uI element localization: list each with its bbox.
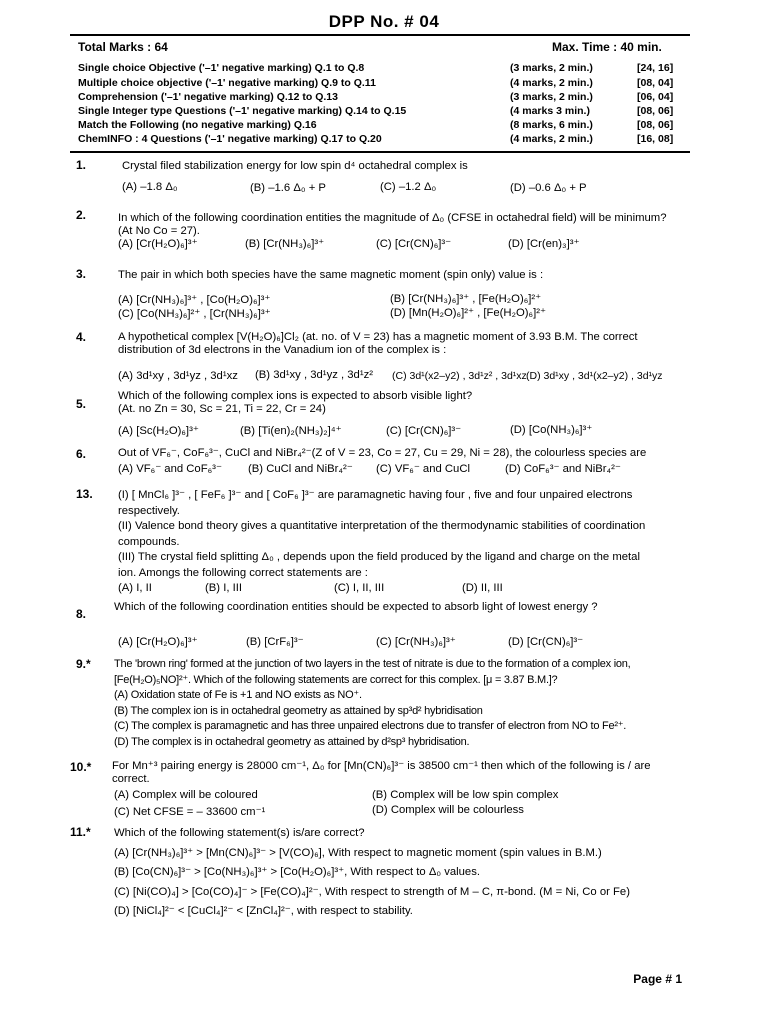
- option-a: (A) –1.8 Δ₀: [122, 181, 178, 193]
- option-c: (C) Net CFSE = – 33600 cm⁻¹: [114, 806, 266, 818]
- option-a: (A) VF₆⁻ and CoF₆³⁻: [118, 463, 222, 475]
- option-a: (A) [Cr(H₂O)₆]³⁺: [118, 636, 198, 648]
- option-c: (C) 3d¹(x2–y2) , 3d¹z² , 3d¹xz: [392, 370, 527, 382]
- option-d: (D) II, III: [462, 582, 503, 594]
- scheme-label: Match the Following (no negative marking) Q.16: [78, 119, 317, 131]
- option-c: (C) [Cr(NH₃)₆]³⁺: [376, 636, 456, 648]
- question-number: 1.: [76, 158, 87, 172]
- question-number: 6.: [76, 447, 87, 461]
- question-text: Which of the following complex ions is expected to absorb visible light? (At. no Zn = 30, Sc = 21, Ti = 22, Cr = 24): [118, 390, 473, 415]
- scheme-range: [08, 04]: [637, 77, 674, 89]
- option-a: (A) 3d¹xy , 3d¹yz , 3d¹xz: [118, 370, 238, 382]
- question-number: 10.*: [70, 760, 92, 774]
- question-text: (I) [ MnCl₆ ]³⁻ , [ FeF₆ ]³⁻ and [ CoF₆ ]³⁻ are paramagnetic having four , five and four unpaired electrons respectively. (II) Valence bond theory gives a quantitative interpretation of the thermodynamic stabilities of coordination compounds. (III) The crystal field splitting Δ₀ , depends upon the field produced by the ligand and charge on the metal ion. Amongs the following correct statements are :: [118, 489, 646, 579]
- question-text: The 'brown ring' formed at the junction of two layers in the test of nitrate is due to the formation of a complex ion, [Fe(H₂O)₅NO]²⁺. Which of the following statements are correct for this complex. [μ = 3.87 B.M.]? (A) Oxidation state of Fe is +1 and NO exists as NO⁺. (B) The complex ion is in octahedral geometry as attained by sp³d² hybridisation (C) The complex is paramagnetic and has three unpaired electrons due to transfer of electron from NO to Fe²⁺. (D) The complex is in octahedral geometry as attained by d²sp³ hybridisation.: [114, 658, 631, 748]
- option-d: (D) [Mn(H₂O)₆]²⁺ , [Fe(H₂O)₆]²⁺: [390, 307, 546, 319]
- option-b: (B) [CrF₆]³⁻: [246, 636, 304, 648]
- question-text: Crystal filed stabilization energy for low spin d⁴ octahedral complex is: [122, 160, 468, 172]
- option-b: (B) [Ti(en)₂(NH₃)₂]⁴⁺: [240, 425, 342, 437]
- question-number: 8.: [76, 607, 87, 621]
- question-number: 5.: [76, 397, 87, 411]
- question-number: 3.: [76, 267, 87, 281]
- scheme-label: ChemINFO : 4 Questions ('–1' negative marking) Q.17 to Q.20: [78, 133, 382, 145]
- scheme-range: [24, 16]: [637, 62, 674, 74]
- option-a: (A) I, II: [118, 582, 152, 594]
- scheme-marks: (3 marks, 2 min.): [510, 62, 593, 74]
- question-text: Which of the following statement(s) is/are correct? (A) [Cr(NH₃)₆]³⁺ > [Mn(CN)₆]³⁻ > [V(CO)₆], With respect to magnetic moment (spin values in B.M.) (B) [Co(CN)₆]³⁻ > [Co(NH₃)₆]³⁺ > [Co(H₂O)₆]³⁺, With respect to Δ₀ values. (C) [Ni(CO)₄] > [Co(CO)₄]⁻ > [Fe(CO)₄]²⁻, With respect to strength of M – C, π-bond. (M = Ni, Co or Fe) (D) [NiCl₄]²⁻ < [CuCl₄]²⁻ < [ZnCl₄]²⁻, with respect to stability.: [114, 827, 630, 917]
- option-c: (C) I, II, III: [334, 582, 385, 594]
- scheme-range: [06, 04]: [637, 91, 674, 103]
- scheme-marks: (4 marks, 2 min.): [510, 133, 593, 145]
- option-d: (D) [Cr(CN)₆]³⁻: [508, 636, 584, 648]
- option-d: (D) [Co(NH₃)₆]³⁺: [510, 424, 593, 436]
- scheme-range: [16, 08]: [637, 133, 674, 145]
- scheme-marks: (4 marks, 2 min.): [510, 77, 593, 89]
- option-b: (B) Complex will be low spin complex: [372, 789, 559, 801]
- question-number: 4.: [76, 330, 87, 344]
- option-d: (D) Complex will be colourless: [372, 804, 524, 816]
- question-number: 2.: [76, 208, 87, 222]
- option-a: (A) [Cr(H₂O)₆]³⁺: [118, 238, 198, 250]
- page-number: Page # 1: [633, 972, 682, 986]
- option-b: (B) [Cr(NH₃)₆]³⁺: [245, 238, 325, 250]
- option-b: (B) [Cr(NH₃)₆]³⁺ , [Fe(H₂O)₆]²⁺: [390, 293, 542, 305]
- question-text: In which of the following coordination entities the magnitude of Δ₀ (CFSE in octahedral field) will be minimum? (At No Co = 27).: [118, 212, 667, 237]
- question-text: The pair in which both species have the same magnetic moment (spin only) value is :: [118, 269, 544, 281]
- option-b: (B) I, III: [205, 582, 243, 594]
- question-text: Which of the following coordination entities should be expected to absorb light of lowest energy ?: [114, 601, 598, 613]
- question-text: A hypothetical complex [V(H₂O)₆]Cl₂ (at. no. of V = 23) has a magnetic moment of 3.93 B.M. The correct distribution of 3d electrons in the Vanadium ion of the complex is :: [118, 331, 638, 356]
- option-a: (A) [Cr(NH₃)₆]³⁺ , [Co(H₂O)₆]³⁺: [118, 294, 271, 306]
- scheme-label: Single Integer type Questions ('–1' negative marking) Q.14 to Q.15: [78, 105, 407, 117]
- scheme-range: [08, 06]: [637, 119, 674, 131]
- option-d: (D) 3d¹xy , 3d¹(x2–y2) , 3d¹yz: [526, 370, 663, 382]
- question-number: 11.*: [70, 825, 91, 839]
- scheme-rule: [70, 151, 690, 153]
- option-b: (B) 3d¹xy , 3d¹yz , 3d¹z²: [255, 369, 374, 381]
- option-d: (D) CoF₆³⁻ and NiBr₄²⁻: [505, 463, 621, 475]
- question-text: Out of VF₆⁻, CoF₆³⁻, CuCl and NiBr₄²⁻(Z of V = 23, Co = 27, Cu = 29, Ni = 28), the colourless species are: [118, 447, 647, 459]
- question-text: For Mn⁺³ pairing energy is 28000 cm⁻¹, Δ₀ for [Mn(CN)₆]³⁻ is 38500 cm⁻¹ then which of the following is / are correct.: [112, 760, 651, 785]
- page-title: DPP No. # 04: [328, 12, 440, 31]
- option-c: (C) VF₆⁻ and CuCl: [376, 463, 471, 475]
- title-rule: [70, 34, 690, 36]
- option-a: (A) Complex will be coloured: [114, 789, 258, 801]
- scheme-marks: (8 marks, 6 min.): [510, 119, 593, 131]
- scheme-marks: (3 marks, 2 min.): [510, 91, 593, 103]
- scheme-marks: (4 marks 3 min.): [510, 105, 590, 117]
- scheme-label: Comprehension ('–1' negative marking) Q.12 to Q.13: [78, 91, 338, 103]
- question-number: 13.: [76, 487, 93, 501]
- option-d: (D) [Cr(en)₃]³⁺: [508, 238, 580, 250]
- option-b: (B) –1.6 Δ₀ + P: [250, 182, 326, 194]
- max-time: Max. Time : 40 min.: [552, 40, 662, 54]
- scheme-label: Single choice Objective ('–1' negative marking) Q.1 to Q.8: [78, 62, 365, 74]
- total-marks: Total Marks : 64: [78, 40, 168, 54]
- question-number: 9.*: [76, 657, 91, 671]
- option-c: (C) [Co(NH₃)₆]²⁺ , [Cr(NH₃)₆]³⁺: [118, 308, 271, 320]
- option-c: (C) [Cr(CN)₆]³⁻: [386, 425, 462, 437]
- option-c: (C) [Cr(CN)₆]³⁻: [376, 238, 452, 250]
- option-c: (C) –1.2 Δ₀: [380, 181, 437, 193]
- option-d: (D) –0.6 Δ₀ + P: [510, 182, 587, 194]
- option-a: (A) [Sc(H₂O)₆]³⁺: [118, 425, 199, 437]
- option-b: (B) CuCl and NiBr₄²⁻: [248, 463, 353, 475]
- scheme-label: Multiple choice objective ('–1' negative marking) Q.9 to Q.11: [78, 77, 376, 89]
- scheme-range: [08, 06]: [637, 105, 674, 117]
